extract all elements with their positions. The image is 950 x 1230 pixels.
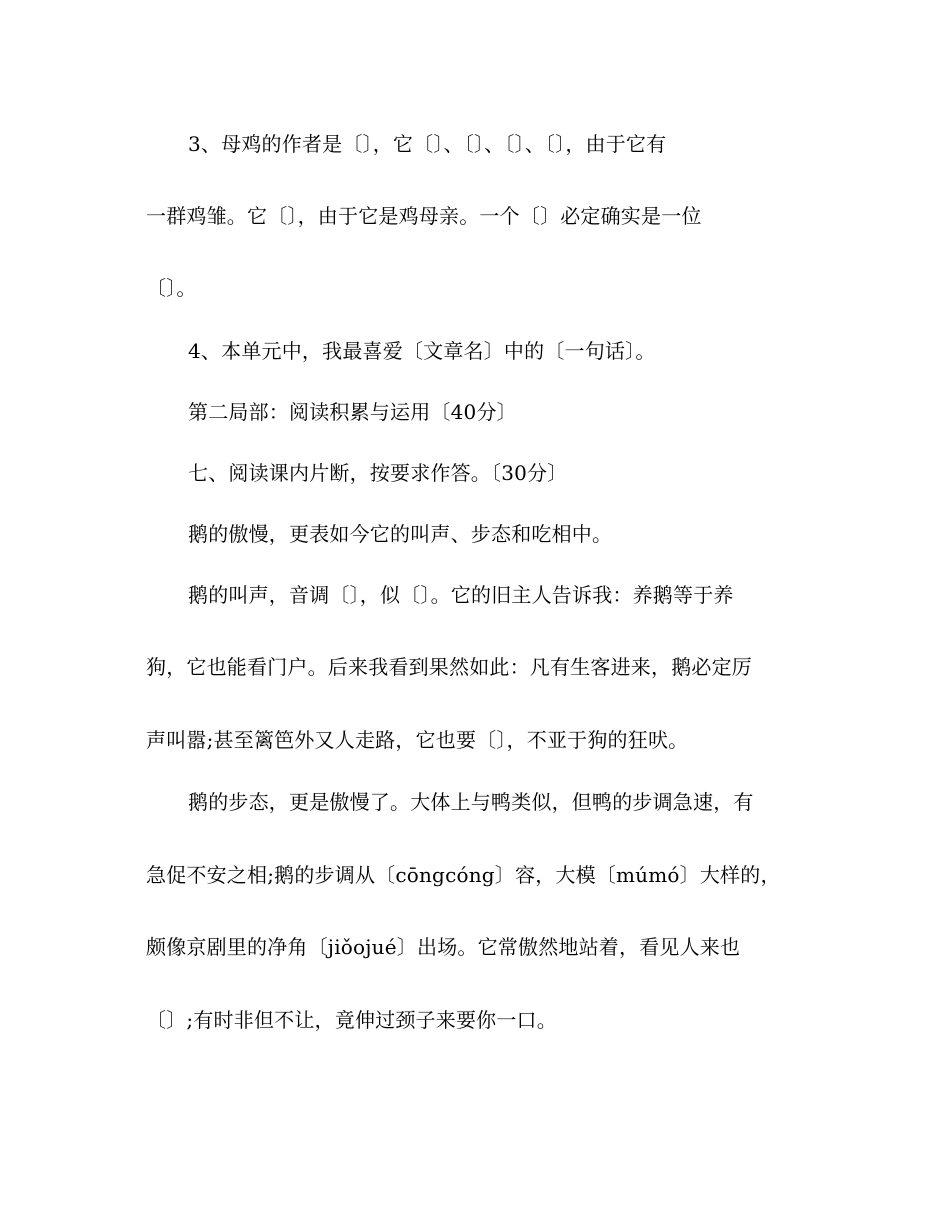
passage-paragraph-3-line-2: 急促不安之相;鹅的步调从〔cōngcóng〕容，大模〔múmó〕大样的， xyxy=(146,863,781,887)
question-3-line-2: 一群鸡雏。它〔〕，由于它是鸡母亲。一个〔〕必定确实是一位 xyxy=(146,204,702,228)
question-4: 4、本单元中，我最喜爱〔文章名〕中的〔一句话〕。 xyxy=(188,339,656,363)
question-7-heading: 七、阅读课内片断，按要求作答。〔30分〕 xyxy=(188,461,568,485)
passage-paragraph-3-line-1: 鹅的步态，更是傲慢了。大体上与鸭类似，但鸭的步调急速，有 xyxy=(188,790,754,814)
passage-paragraph-2-line-1: 鹅的叫声，音调〔〕，似〔〕。它的旧主人告诉我：养鹅等于养 xyxy=(188,583,734,607)
passage-paragraph-3-line-3: 颇像京剧里的净角〔jiǒojué〕出场。它常傲然地站着，看见人来也 xyxy=(146,935,741,959)
question-3-line-1: 3、母鸡的作者是〔〕，它〔〕、〔〕、〔〕、〔〕，由于它有 xyxy=(188,132,667,156)
section-heading: 第二局部：阅读积累与运用〔40分〕 xyxy=(188,400,517,424)
passage-paragraph-2-line-3: 声叫嚣;甚至篱笆外又人走路，它也要〔〕，不亚于狗的狂吠。 xyxy=(146,728,689,752)
passage-paragraph-1: 鹅的傲慢，更表如今它的叫声、步态和吃相中。 xyxy=(188,522,613,546)
passage-paragraph-3-line-4: 〔〕;有时非但不让，竟伸过颈子来要你一口。 xyxy=(146,1008,557,1032)
passage-paragraph-2-line-2: 狗，它也能看门户。后来我看到果然如此：凡有生客进来，鹅必定厉 xyxy=(146,655,752,679)
question-3-line-3: 〔〕。 xyxy=(146,276,197,300)
